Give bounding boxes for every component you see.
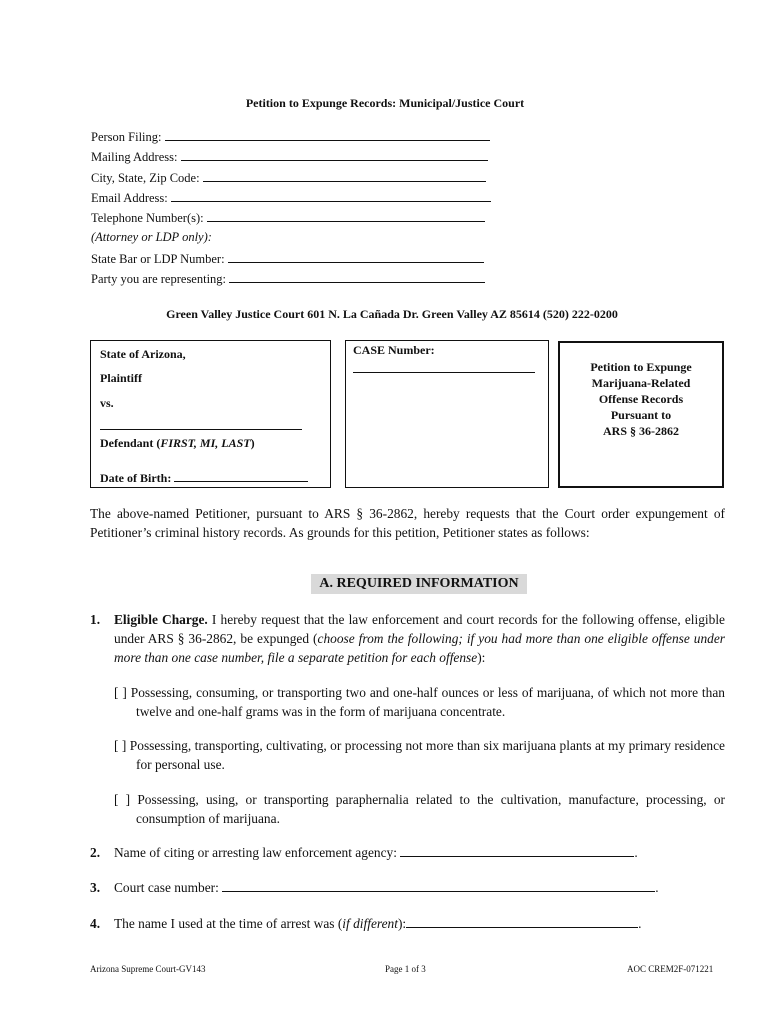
item-1-instructions: choose from the following; if you had more than one eligible offense under more than one case number, file a separate petition for each offense [114,631,726,665]
party-representing-field[interactable] [91,270,485,287]
document-title: Petition to Expunge Records: Municipal/Justice Court [245,96,525,110]
email-address-field[interactable] [91,189,491,206]
party-representing-label: Party you are representing: [91,272,227,286]
item-1-heading: Eligible Charge. [114,612,208,627]
plaintiff-label: Plaintiff [100,371,142,385]
person-filing-label: Person Filing: [91,130,162,144]
name-at-arrest-input[interactable] [406,915,638,928]
court-case-number-input[interactable] [222,879,655,892]
court-address-line: Green Valley Justice Court 601 N. La Cañada Dr. Green Valley AZ 85614 (520) 222-0200 [166,307,618,321]
item-2-label: Name of citing or arresting law enforcement agency: [114,845,397,860]
item-4-field[interactable]: The name I used at the time of arrest was (if different): . [114,916,642,931]
option-possession-checkbox[interactable]: [ ] Possessing, consuming, or transporting two and one-half ounces or less of marijuana, of which not more than twelve and one-half grams was in the form of marijuana concentrate. [114,685,725,719]
telephone-input[interactable] [207,209,485,222]
item-3-label: Court case number: [114,880,219,895]
case-number-label: CASE Number: [353,343,435,357]
person-filing-input[interactable] [165,128,490,141]
item-3-field[interactable]: Court case number: . [114,880,659,895]
state-bar-label: State Bar or LDP Number: [91,252,225,266]
defendant-format: FIRST, MI, LAST [160,436,251,450]
dob-label: Date of Birth: [100,471,172,485]
versus-label: vs. [100,396,114,410]
petition-title [560,359,722,439]
email-address-input[interactable] [171,189,491,202]
item-1-text: Eligible Charge. I hereby request that the law enforcement and court records for the following offense, eligible under ARS § 36-2862, be expunged (choose from the following; if you had more than one eligible offense under more than one case number, file a separate petition for each offense): [114,612,726,665]
email-address-label: Email Address: [91,191,168,205]
telephone-field[interactable] [91,209,485,226]
mailing-address-input[interactable] [181,148,488,161]
state-bar-field[interactable] [91,250,484,267]
petition-title-line-1: Petition to Expunge [590,360,692,374]
plaintiff-name: State of Arizona, [100,347,186,361]
case-number-box [345,340,549,488]
party-representing-input[interactable] [229,270,485,283]
city-state-zip-label: City, State, Zip Code: [91,171,200,185]
item-1-number: 1. [90,612,101,627]
item-2-field[interactable]: Name of citing or arresting law enforcement agency: . [114,845,638,860]
agency-input[interactable] [400,844,634,857]
footer-page-number: Page 1 of 3 [385,964,426,974]
city-state-zip-field[interactable] [91,169,486,186]
attorney-note: (Attorney or LDP only): [91,230,212,244]
item-3-number: 3. [90,880,101,895]
item-4-number: 4. [90,916,101,931]
mailing-address-field[interactable] [91,148,488,165]
defendant-name-input[interactable] [100,429,302,430]
mailing-address-label: Mailing Address: [91,150,178,164]
person-filing-field[interactable] [91,128,490,145]
dob-field[interactable] [100,470,308,486]
intro-paragraph: The above-named Petitioner, pursuant to ARS § 36-2862, hereby requests that the Court order expungement of Petitioner’s criminal history records. As grounds for this petition, Petitioner states as follows: [90,506,725,540]
footer-form-id: Arizona Supreme Court-GV143 [90,964,206,974]
petition-title-line-4: Pursuant to [610,408,672,422]
telephone-label: Telephone Number(s): [91,211,204,225]
dob-input[interactable] [174,470,308,482]
petition-title-line-5: ARS § 36-2862 [602,424,679,438]
petition-title-line-3: Offense Records [598,392,684,406]
city-state-zip-input[interactable] [203,169,486,182]
case-number-input[interactable] [353,372,535,373]
item-2-number: 2. [90,845,101,860]
item-4-label: The name I used at the time of arrest was (if different): [114,916,407,931]
petition-title-line-2: Marijuana-Related [591,376,691,390]
option-paraphernalia-checkbox[interactable]: [ ] Possessing, using, or transporting paraphernalia related to the cultivation, manufacture, processing, or consumption of marijuana. [114,792,725,826]
option-cultivation-checkbox[interactable]: [ ] Possessing, transporting, cultivating, or processing not more than six marijuana plants at my primary residence for personal use. [114,738,725,772]
footer-aoc-code: AOC CREM2F-071221 [627,964,714,974]
caption-parties-box [90,340,331,488]
state-bar-input[interactable] [228,250,484,263]
defendant-label: Defendant (FIRST, MI, LAST) [100,436,255,450]
petition-title-box [558,341,724,488]
section-a-heading: A. REQUIRED INFORMATION [311,574,527,594]
